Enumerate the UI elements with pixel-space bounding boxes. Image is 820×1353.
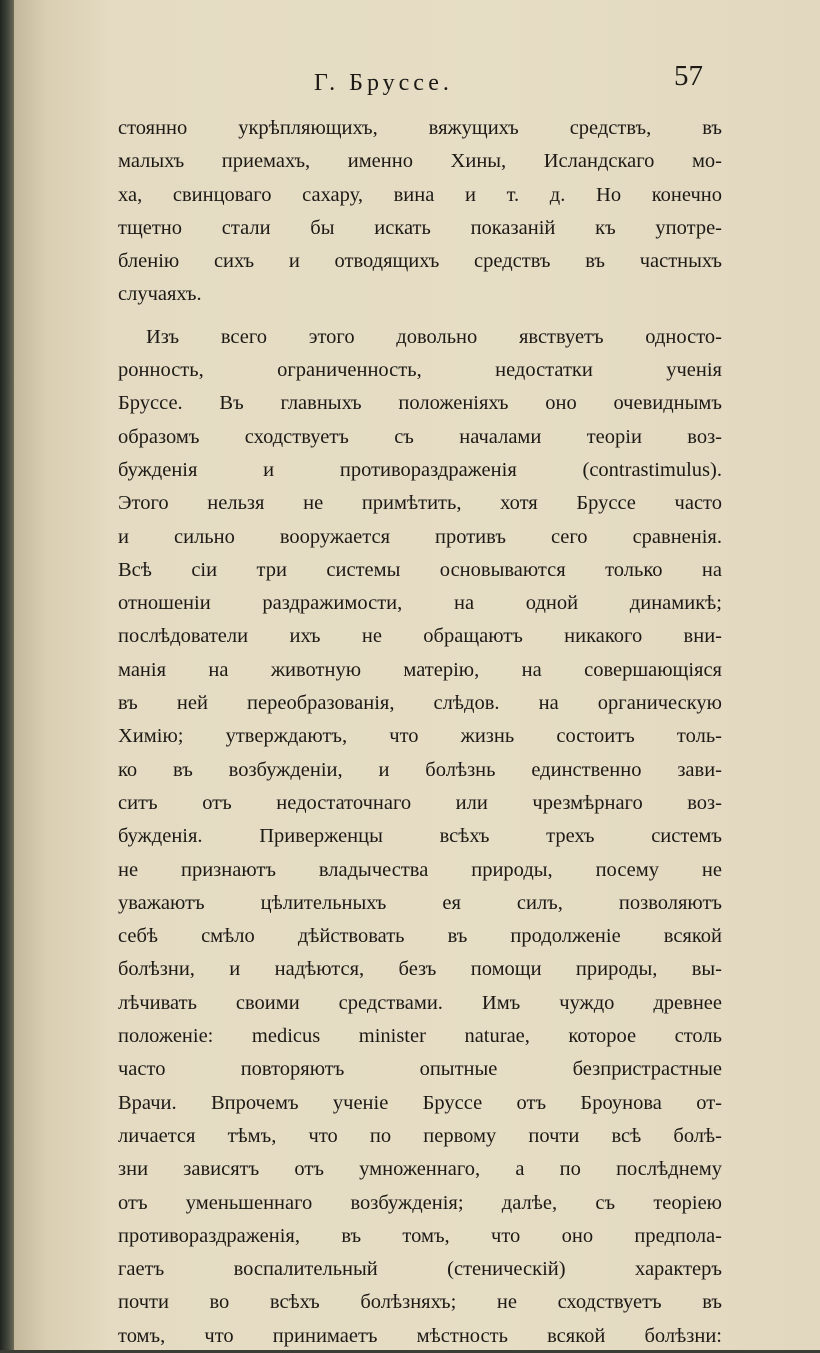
- text-line: положеніе: medicus minister naturae, которое столь: [118, 1025, 722, 1048]
- body-text: [118, 112, 722, 1353]
- page-number: 57: [674, 60, 703, 92]
- text-line: Врачи. Впрочемъ ученіе Бруссе отъ Броунова от-: [118, 1091, 722, 1114]
- text-line: зни зависятъ отъ умноженнаго, а по послѣднему: [118, 1158, 722, 1181]
- text-line: болѣзни, и надѣются, безъ помощи природы, вы-: [118, 958, 722, 981]
- text-line: уважаютъ цѣлительныхъ ея силъ, позволяютъ: [118, 891, 722, 914]
- text-line: Химію; утверждаютъ, что жизнь состоитъ толь-: [118, 725, 722, 748]
- book-spine-shadow: [0, 0, 14, 1350]
- text-line: томъ, что принимаетъ мѣстность всякой болѣзни:: [118, 1324, 722, 1347]
- text-line: малыхъ приемахъ, именно Хины, Исландскаго мо-: [118, 150, 722, 173]
- text-line: себѣ смѣло дѣйствовать въ продолженіе всякой: [118, 925, 722, 948]
- text-line: гаетъ воспалительный (стеническій) характеръ: [118, 1258, 722, 1281]
- text-line: личается тѣмъ, что по первому почти всѣ болѣ-: [118, 1124, 722, 1147]
- page-header: [14, 58, 820, 98]
- text-line: тщетно стали бы искать показаній къ употре-: [118, 216, 722, 239]
- paragraph-first-line: Изъ всего этого довольно явствуетъ односто-: [146, 325, 722, 348]
- text-line: ко въ возбужденіи, и болѣзнь единственно зави-: [118, 758, 722, 781]
- running-head: Г. Бруссе.: [314, 70, 453, 96]
- text-line: образомъ сходствуетъ съ началами теоріи воз-: [118, 425, 722, 448]
- text-line: отъ уменьшеннаго возбужденія; далѣе, съ теоріею: [118, 1191, 722, 1214]
- text-line: манія на животную матерію, на совершающіяся: [118, 658, 722, 681]
- text-line: стоянно укрѣпляющихъ, вяжущихъ средствъ, въ: [118, 117, 722, 139]
- text-line: отношеніи раздражимости, на одной динамикѣ;: [118, 592, 722, 615]
- text-line: бужденія. Приверженцы всѣхъ трехъ системъ: [118, 825, 722, 848]
- text-line: и сильно вооружается противъ сего сравненія.: [118, 525, 722, 548]
- text-line: Этого нельзя не примѣтить, хотя Бруссе часто: [118, 492, 722, 515]
- text-line: не признаютъ владычества природы, посему не: [118, 858, 722, 881]
- text-line: часто повторяютъ опытные безпристрастные: [118, 1058, 722, 1081]
- text-line: случаяхъ.: [118, 283, 202, 306]
- text-line: послѣдователи ихъ не обращаютъ никакого вни-: [118, 625, 722, 648]
- text-line: въ ней переобразованія, слѣдов. на органическую: [118, 692, 722, 715]
- book-page: [14, 0, 820, 1350]
- text-line: ронность, ограниченность, недостатки ученія: [118, 359, 722, 382]
- text-line: лѣчивать своими средствами. Имъ чуждо древнее: [118, 991, 722, 1014]
- text-line: бленію сихъ и отводящихъ средствъ въ частныхъ: [118, 250, 722, 273]
- text-line: бужденія и противораздраженія (contrastimulus).: [118, 458, 722, 481]
- text-line: почти во всѣхъ болѣзняхъ; не сходствуетъ въ: [118, 1291, 722, 1314]
- text-line: Бруссе. Въ главныхъ положеніяхъ оно очевиднымъ: [118, 392, 722, 415]
- text-line: ситъ отъ недостаточнаго или чрезмѣрнаго воз-: [118, 791, 722, 814]
- text-line: противораздраженія, въ томъ, что оно предпола-: [118, 1224, 722, 1247]
- text-line: Всѣ сіи три системы основываются только на: [118, 558, 722, 581]
- text-line: ха, свинцоваго сахару, вина и т. д. Но конечно: [118, 183, 722, 206]
